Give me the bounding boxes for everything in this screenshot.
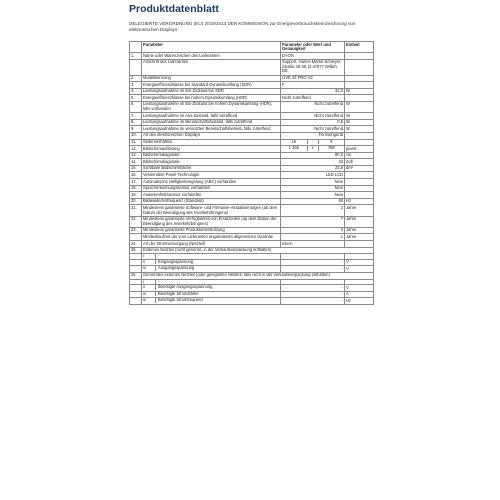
subrow-spacer xyxy=(130,266,142,273)
row-unit: Jahre xyxy=(345,227,374,234)
header-parameter: Parameter xyxy=(142,42,281,53)
row-unit: W xyxy=(345,88,374,95)
subrow-spacer xyxy=(130,285,142,292)
table-row xyxy=(130,82,374,89)
subrow-parameter xyxy=(142,285,281,292)
row-number: 12. xyxy=(130,146,142,153)
value-separator: x xyxy=(307,146,319,151)
row-parameter: Automatische Helligkeitsregelung (ABC) vorhanden xyxy=(142,179,281,186)
row-number: 25. xyxy=(130,247,142,254)
row-unit: W xyxy=(345,126,374,133)
subrow-value: - xyxy=(281,266,345,273)
row-value: Intern xyxy=(281,241,345,248)
table-subrow xyxy=(130,285,374,292)
subrow-index: iii xyxy=(142,292,156,297)
row-parameter: Bildschirmdiagonale xyxy=(142,159,281,166)
subrow-index: i xyxy=(142,280,156,285)
subrow-unit: V xyxy=(345,285,374,292)
row-parameter: Externes Netzteil (nicht genormt, in der Verkaufsverpackung enthalten) xyxy=(142,247,374,254)
row-number: 26. xyxy=(130,272,142,279)
row-unit xyxy=(345,192,374,199)
row-parameter: Art der Stromversorgung (Netzteil) xyxy=(142,241,281,248)
row-parameter: Seitenverhältnis xyxy=(142,139,281,146)
header-unit: Einheit xyxy=(345,42,374,53)
row-parameter: Verwendete Panel-Technologie xyxy=(142,172,281,179)
row-parameter: Energieeffizienzklasse bei hohem Dynamikumfang (HDR) xyxy=(142,95,281,102)
table-row xyxy=(130,146,374,153)
value-part-a: 16 xyxy=(291,139,297,144)
row-value: 60 xyxy=(281,198,345,205)
row-parameter: Genormtes externes Netzteil (oder geeignetes Netzteil, falls nicht in der Verkaufsverpackung enthalten) xyxy=(142,272,374,279)
table-row xyxy=(130,247,374,254)
table-row xyxy=(130,216,374,227)
row-value: 80,0 xyxy=(281,152,345,159)
table-header-row xyxy=(130,42,374,53)
row-unit: W xyxy=(345,101,374,112)
row-value: DYON xyxy=(281,53,345,60)
row-parameter: Leistungsaufnahme im Aus-Zustand, falls zutreffend xyxy=(142,113,281,120)
row-parameter: Leistungsaufnahme im vernetzten Bereitschaftsbetrieb, falls zutreffend xyxy=(142,126,281,133)
subrow-value: - xyxy=(281,291,345,298)
row-number: 18. xyxy=(130,185,142,192)
row-unit xyxy=(345,82,374,89)
row-value xyxy=(281,146,345,153)
row-parameter: Mindestlaufzeit der vom Lieferanten angebotenen allgemeinen Garantie xyxy=(142,234,281,241)
table-row xyxy=(130,185,374,192)
table-row xyxy=(130,152,374,159)
row-value: Fernsehgerät xyxy=(281,132,345,139)
subrow-parameter xyxy=(142,266,281,273)
header-value: Parameter oder Wert und Genauigkeit xyxy=(281,42,345,53)
subrow-value: - xyxy=(281,285,345,292)
subrow-index: ii xyxy=(142,260,156,265)
row-number: 13. xyxy=(130,152,142,159)
table-row xyxy=(130,113,374,120)
row-parameter: Anschrift des Lieferanten xyxy=(142,59,281,75)
row-parameter: Bildschirmdiagonale xyxy=(142,152,281,159)
subrow-parameter xyxy=(142,291,281,298)
row-parameter: Name oder Warenzeichen des Lieferanten xyxy=(142,53,281,60)
row-value: Nein xyxy=(281,185,345,192)
table-row xyxy=(130,272,374,279)
row-unit: Jahre xyxy=(345,216,374,227)
row-unit: Jahre xyxy=(345,234,374,241)
subrow-label: Benötigte Ausgangsspannung xyxy=(158,284,213,290)
row-number: 6. xyxy=(130,101,142,112)
subrow-spacer xyxy=(130,259,142,266)
table-row xyxy=(130,75,374,82)
page-title: Produktdatenblatt xyxy=(129,3,219,15)
table-row xyxy=(130,198,374,205)
row-unit xyxy=(345,75,374,82)
table-subrow xyxy=(130,298,374,305)
table-subrow xyxy=(130,291,374,298)
row-value: Nicht zutreffend xyxy=(281,126,345,133)
table-row xyxy=(130,227,374,234)
row-parameter: Leistungsaufnahme im Ein-Zustand bei hohem Dynamikumfang (HDR), falls vorhanden xyxy=(142,101,281,112)
row-value: 7 xyxy=(281,216,345,227)
row-unit: dm² xyxy=(345,165,374,172)
row-number: 17. xyxy=(130,179,142,186)
row-number: 11. xyxy=(130,139,142,146)
row-unit xyxy=(345,179,374,186)
table-subrow xyxy=(130,259,374,266)
row-parameter: Leistungsaufnahme im Bereitschaftszustand, falls zutreffend xyxy=(142,119,281,126)
row-unit: Hz xyxy=(345,198,374,205)
table-row xyxy=(130,101,374,112)
row-unit: Jahre xyxy=(345,205,374,216)
row-value: Nicht zutreffend xyxy=(281,101,345,112)
row-number: 20. xyxy=(130,198,142,205)
row-unit xyxy=(345,139,374,146)
row-number: 14. xyxy=(130,159,142,166)
table-row xyxy=(130,88,374,95)
row-value: Support, Hanns-Martin-Schleyer-Straße 36-38, D-47877 Willich, DE xyxy=(281,59,345,75)
value-part-a: 1 366 xyxy=(288,145,299,151)
table-row xyxy=(130,119,374,126)
table-row xyxy=(130,59,374,75)
subrow-index: iii xyxy=(142,266,156,271)
table-row xyxy=(130,241,374,248)
parameter-table xyxy=(129,41,374,305)
table-row xyxy=(130,159,374,166)
subrow-spacer xyxy=(130,298,142,305)
table-row xyxy=(130,192,374,199)
row-number: 22. xyxy=(130,216,142,227)
table-subrow xyxy=(130,266,374,273)
table-row xyxy=(130,126,374,133)
row-number: 4. xyxy=(130,88,142,95)
table-row xyxy=(130,234,374,241)
subrow-unit: A xyxy=(345,291,374,298)
row-value: 0,5 xyxy=(281,119,345,126)
table-row xyxy=(130,53,374,60)
row-number: 21. xyxy=(130,205,142,216)
row-number: 8. xyxy=(130,119,142,126)
row-parameter: Mindestens garantierte Software- und Firmware-Aktualisierungen (ab dem Datum der Beendigung des Inverkehrbringens) xyxy=(142,205,281,216)
row-number xyxy=(130,234,142,241)
row-value: 32,0 xyxy=(281,88,345,95)
row-parameter: Anwesenheitssensor vorhanden xyxy=(142,192,281,199)
row-unit xyxy=(345,185,374,192)
subrow-label: - xyxy=(158,279,160,284)
subrow-parameter xyxy=(142,298,281,305)
row-number: 1. xyxy=(130,53,142,60)
row-number: 9. xyxy=(130,126,142,133)
value-part-b: 9 xyxy=(330,139,333,144)
row-unit xyxy=(345,172,374,179)
table-row xyxy=(130,172,374,179)
subrow-label: - xyxy=(158,253,160,259)
row-value: LIVE 32 PRO V2 xyxy=(281,75,345,82)
subrow-spacer xyxy=(130,291,142,298)
row-unit xyxy=(345,59,374,75)
row-unit xyxy=(345,53,374,60)
row-parameter: Mindestens garantierte Verfügbarkeit von Ersatzteilen (ab dem Datum der Beendigung des Inverkehrbringens) xyxy=(142,216,281,227)
subrow-label: Benötigte Stromstärke xyxy=(158,291,199,296)
row-value: 2 xyxy=(281,205,345,216)
row-unit: cm xyxy=(345,152,374,159)
row-value: Nicht zutreffend xyxy=(281,113,345,120)
subrow-value: - xyxy=(281,298,345,305)
product-data-sheet xyxy=(127,0,373,500)
row-value: 32 xyxy=(281,159,345,166)
row-number: 10. xyxy=(130,132,142,139)
subrow-unit: V xyxy=(345,259,374,266)
table-row xyxy=(130,132,374,139)
subrow-index: ii xyxy=(142,285,156,290)
row-parameter: Mindestens garantierte Produktunterstützung xyxy=(142,227,281,234)
row-unit: pixels xyxy=(345,146,374,153)
subrow-unit: V xyxy=(345,266,374,273)
row-value: 1 xyxy=(281,234,345,241)
row-parameter: Art des elektronischen Displays xyxy=(142,132,281,139)
row-number xyxy=(130,59,142,75)
row-value: 23,8 xyxy=(281,165,345,172)
row-parameter: Energieeffizienzklasse bei Standard-Dynamikumfang (SDR) xyxy=(142,82,281,89)
row-number: 2. xyxy=(130,75,142,82)
row-unit xyxy=(345,241,374,248)
subrow-parameter xyxy=(142,259,281,266)
subrow-value: - xyxy=(281,259,345,266)
subrow-label: Ausgangsspannung xyxy=(158,265,195,271)
table-row xyxy=(130,179,374,186)
subrow-label: Eingangsspannung xyxy=(158,259,194,264)
row-parameter: Leistungsaufnahme im Ein-Zustand bei SDR xyxy=(142,88,281,95)
row-parameter: Sichtbare Bildschirmfläche xyxy=(142,165,281,172)
row-value: LED LCD xyxy=(281,172,345,179)
subrow-unit: Hz xyxy=(345,298,374,305)
row-parameter: Bildschirmauflösung xyxy=(142,146,281,153)
row-number: 24. xyxy=(130,241,142,248)
subrow-index: iv xyxy=(142,298,156,303)
row-number: 3. xyxy=(130,82,142,89)
table-row xyxy=(130,205,374,216)
table-row xyxy=(130,139,374,146)
row-value: Nein xyxy=(281,179,345,186)
table-row xyxy=(130,95,374,102)
row-parameter: Modellkennung xyxy=(142,75,281,82)
regulation-intro: DELEGIERTE VERORDNUNG (EU) 2019/2013 DER KOMMISSION zur Energieverbrauchskennzeichnung von elektronischen Displays xyxy=(129,21,356,33)
row-value: 3 xyxy=(281,227,345,234)
subrow-index: i xyxy=(142,254,156,259)
row-unit: W xyxy=(345,119,374,126)
row-number: 5. xyxy=(130,95,142,102)
row-number: 23. xyxy=(130,227,142,234)
row-number: 15. xyxy=(130,165,142,172)
value-part-b: 768 xyxy=(327,145,335,151)
row-parameter: Spracherkennungssensor vorhanden xyxy=(142,185,281,192)
row-unit: W xyxy=(345,113,374,120)
value-separator: : xyxy=(307,140,319,145)
subrow-label: Benötigte Stromfrequenz xyxy=(158,297,204,303)
row-value: F xyxy=(281,82,345,89)
row-parameter: Bildwiederholfrequenz (Standard) xyxy=(142,198,281,205)
table-row xyxy=(130,165,374,172)
row-number: 16. xyxy=(130,172,142,179)
row-number: 7. xyxy=(130,113,142,120)
row-value xyxy=(281,139,345,146)
row-number: 19. xyxy=(130,192,142,199)
row-unit: Zoll xyxy=(345,159,374,166)
header-number xyxy=(130,42,142,53)
row-value: Nein xyxy=(281,192,345,199)
row-unit xyxy=(345,95,374,102)
row-unit xyxy=(345,132,374,139)
row-value: Nicht zutreffend xyxy=(281,95,345,102)
